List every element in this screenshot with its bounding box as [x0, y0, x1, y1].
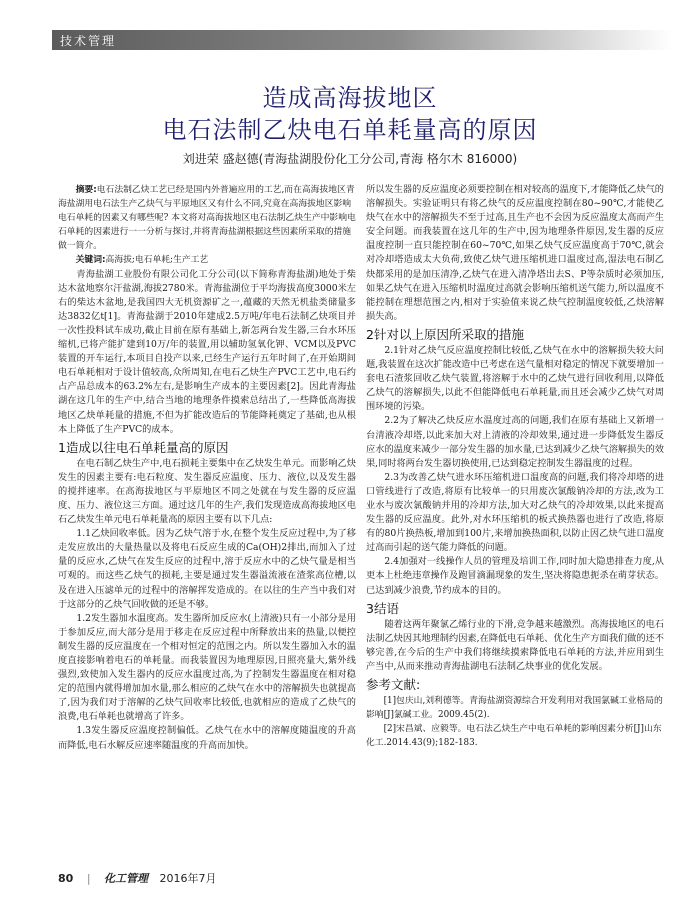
authors-affiliation: 刘进荣 盛赵德(青海盐湖股份化工分公司,青海 格尔木 816000)	[182, 152, 518, 166]
section-label: 技术管理	[60, 34, 117, 48]
article-title-line1: 造成高海拔地区	[262, 84, 438, 112]
section-1-1-paragraph: 1.1乙炔回收率低。因为乙炔气溶于水,在整个发生反应过程中,为了移走发应放出的大量热量以及将电石反应生成的Ca(OH)2排出,而加入了过量的反应水,乙炔气在发生反应的过程中,溶于反应水中的乙炔气量是相当可观的。而这些乙炔气的损耗,主要是通过发生器溢流液在渣浆高位槽,以及在进入压滤单元的过程中的溶解挥发造成的。在以往的生产当中我们对于这部分的乙炔气回收做的还是不够。	[58, 528, 356, 610]
intro-paragraph: 青海盐湖工业股份有限公司化工分公司(以下简称青海盐湖)地处于柴达木盆地察尔汗盐湖,海拔2780米。青海盐湖位于平均海拔高度3000米左右的柴达木盆地,是我国四大无机资源矿之一,蕴藏的天然无机盐类储量多达3832亿t[1]。青海盐湖于2010年建成2.5万吨/年电石法制乙炔项目并一次性投料试车成功,截止目前在原有基础上,新怎两台发生器,三台水环压缩机,已将产能扩建到10万/年的装置,用以辅助氢氧化钾、VCM以及PVC装置的开车运行,本项目自投产以来,已经生产运行五年时间了,在开始期间电石单耗相对于设计值较高,众所周知,在电石乙炔生产PVC工艺中,电石约占产品总成本的63.2%左右,是影响生产成本的主要因素[2]。因此青海盐湖在这几年的生产中,结合当地的地理条件摸索总结出了,一些降低高海拔地区乙炔单耗量的措施,不但为扩能改造后的节能降耗奠定了基础,也从根本上降低了生产PVC的成本。	[58, 268, 356, 435]
keywords	[58, 253, 356, 267]
reference-2: [2]宋昌斌、应毅等。电石法乙炔生产中电石单耗的影响因素分析[J]山东化工.2014.43(9);182-183.	[366, 724, 662, 749]
section-2-2-paragraph: 2.2为了解决乙炔反应水温度过高的问题,我们在原有基础上又新增一台清液冷却塔,以此来加大对上清液的冷却效果,通过进一步降低发生器反应水的温度来减少一部分发生器的加水量,已达到减少乙炔气溶解损失的效果,同时将两台发生器切换使用,已达到稳定控制发生器温度的过程。	[366, 415, 664, 469]
abstract-text: 电石法制乙炔工艺已经是国内外普遍应用的工艺,而在高海拔地区青海盐湖用电石法生产乙炔气与平原地区又有什么不同,究竟在高海拔地区影响电石单耗的因素又有哪些呢? 本文将对高海拔地区电石法制乙炔生产中影响电石单耗的因素进行一一分析与探讨,并将青海盐湖根据这些因素所采取的措施做一简介。	[58, 185, 356, 252]
abstract	[58, 183, 356, 253]
page-footer	[58, 870, 217, 886]
journal-name: 化工管理	[104, 872, 149, 885]
left-column	[58, 183, 356, 753]
article-title-line2: 电石法制乙炔电石单耗量高的原因	[162, 116, 538, 144]
section-2-heading: 2针对以上原因所采取的措施	[366, 326, 524, 342]
reference-1: [1]包庆山,刘利德等。青海盐湖资源综合开发利用对我国氯碱工业格局的影响[J]氯碱工业。2009.45(2).	[366, 696, 663, 721]
references-heading: 参考文献:	[366, 677, 421, 692]
section-2-1-paragraph: 2.1针对乙炔气反应温度控制比较低,乙炔气在水中的溶解损失较大问题,我装置在这次扩能改造中已考虑在送气量相对稳定的情况下就要增加一套电石渣浆回收乙炔气装置,将溶解于水中的乙炔气进行回收利用,以降低乙炔气的溶解损失,以此不但能降低电石单耗量,而且还会减少乙炔气对周围环境的污染。	[366, 344, 664, 413]
section-header-bar	[52, 30, 672, 50]
footer-divider: |	[86, 872, 91, 885]
issue-date: 2016年7月	[159, 872, 217, 885]
keywords-label: 关键词:	[75, 255, 106, 266]
section-3-heading: 3结语	[366, 600, 399, 616]
conclusion-paragraph: 随着这两年聚氯乙烯行业的下滑,竞争越来越激烈。高海拔地区的电石法制乙炔因其地理制约因素,在降低电石单耗、优化生产方面我们做的还不够完善,在今后的生产中我们将继续摸索降低电石单耗的方法,并应用到生产当中,从而来推动青海盐湖电石法制乙炔事业的优化发展。	[366, 618, 664, 672]
section-1-2-paragraph: 1.2发生器加水温度高。发生器所加反应水(上清液)只有一小部分是用于参加反应,而大部分是用于移走在反应过程中所释放出来的热量,以便控制发生器的反应温度在一个相对恒定的范围之内。所以发生器加入水的温度直接影响着电石的单耗量。而我装置因为地理原因,日照亮量大,紫外线强烈,致使加入发生器内的反应水温度过高,为了控制发生器温度在相对稳定的范围内就得增加加水量,那么相应的乙炔气在水中的溶解损失也就提高了,因为我们对于溶解的乙炔气回收率比较低,也就相应的造成了乙炔气的浪费,电石单耗也就增高了许多。	[58, 612, 356, 723]
section-1-paragraph: 在电石制乙炔生产中,电石损耗主要集中在乙炔发生单元。而影响乙炔发生的因素主要有:电石粒度、发生器反应温度、压力、液位,以及发生器的搅拌速率。在高海拔地区与平原地区不同之处就在与发生器的反应温度、压力、液位这三方面。通过这几年的生产,我们发现造成高海拔地区电石乙炔发生单元电石单耗量高的原因主要有以下几点:	[58, 457, 356, 526]
section-1-heading: 1造成以往电石单耗量高的原因	[58, 439, 229, 455]
right-column	[366, 183, 664, 750]
section-1-3-paragraph: 1.3发生器反应温度控制偏低。乙炔气在水中的溶解度随温度的升高而降低,电石水解反应速率随温度的升高而加快。	[58, 725, 356, 751]
keywords-text: 高海拔;电石单耗;生产工艺	[105, 255, 209, 266]
section-2-3-paragraph: 2.3为改善乙炔气进水环压缩机进口温度高的问题,我们将冷却塔的进口管线进行了改造,将原有比较单一的只用废次氯酸钠冷却的方法,改为工业水与废次氯酸钠并用的冷却方法,加大对乙炔气的冷却效果,以此来提高发生器的反应温度。此外,对水环压缩机的板式换热器也进行了改造,将原有的80片换热板,增加到100片,来增加换热面积,以防止因乙炔气进口温度过高而引起的送气能力降低的问题。	[366, 471, 664, 554]
section-2-4-paragraph: 2.4加强对一线操作人员的管理及培训工作,同时加大隐患排查力度,从更本上杜绝违章操作及跑冒滴漏现象的发生,坚决将隐患扼杀在萌芽状态。已达到减少浪费,节约成本的目的。	[366, 556, 664, 596]
abstract-label: 摘要:	[75, 185, 97, 195]
page-number: 80	[58, 872, 74, 885]
section-1-3-continued: 所以发生器的反应温度必须要控制在相对较高的温度下,才能降低乙炔气的溶解损失。实验证明只有将乙炔气的反应温度控制在80~90℃,才能使乙炔气在水中的溶解损失不至于过高,且生产也不会因为反应温度太高而产生安全问题。而我装置在这几年的生产中,因为地理条件原因,发生器的反应温度控制一直只能控制在60~70℃,如果乙炔气反应温度高于70℃,就会对冷却塔造成太大负荷,致使乙炔气进压缩机进口温度过高,湿法电石制乙炔都采用的是加压清净,乙炔气在进入清净塔出去S、P等杂质时必须加压,如果乙炔气在进入压缩机时温度过高就会影响压缩机送气能力,所以温度不能控制在理想范围之内,相对于实验值来说乙炔气控制温度较低,乙炔溶解损失高。	[366, 184, 664, 322]
